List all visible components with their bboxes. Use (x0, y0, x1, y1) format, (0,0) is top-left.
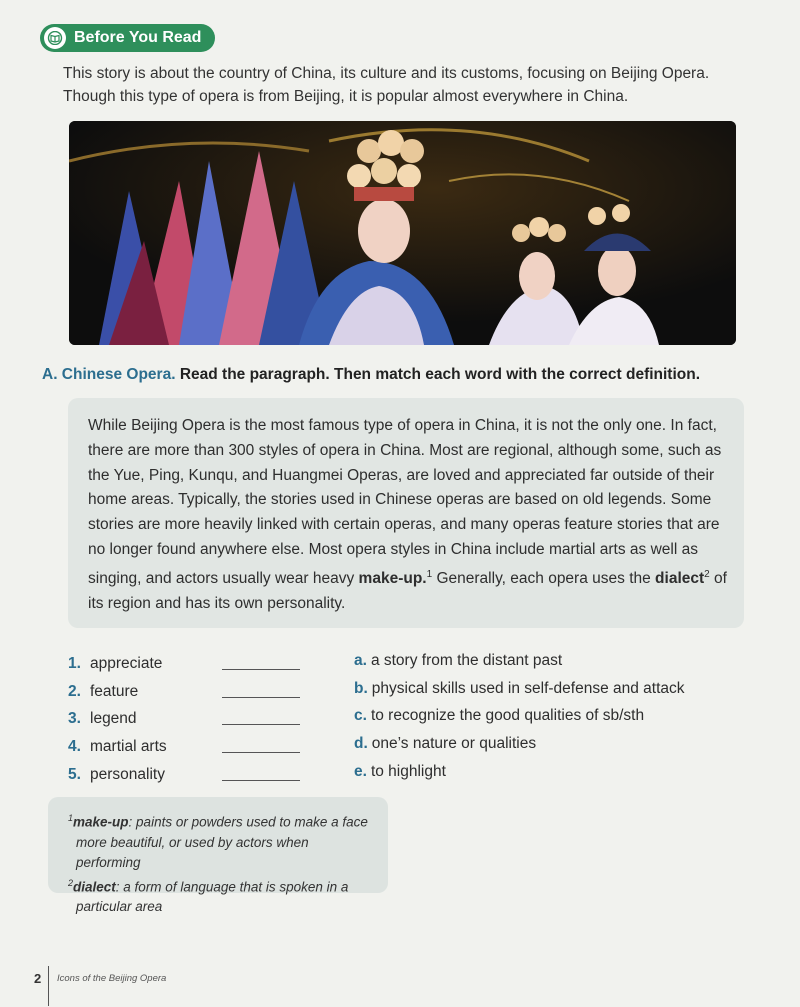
before-you-read-badge (40, 24, 215, 52)
answer-blank[interactable] (222, 713, 300, 725)
definition-letter: e. (354, 763, 367, 781)
definition-row (354, 647, 685, 675)
word-row (68, 706, 300, 734)
definition-row (354, 758, 685, 786)
intro-text (63, 62, 773, 108)
definition-text: physical skills used in self-defense and attack (371, 679, 685, 697)
word-row (68, 678, 300, 706)
definition-text: to highlight (370, 763, 446, 781)
footnote-1-continued: more beautiful, or used by actors when performing (76, 834, 309, 870)
definition-letter: d. (354, 735, 368, 753)
footnotes (68, 808, 373, 917)
footnote-2-term: dialect (73, 879, 116, 894)
footnote-1 (68, 808, 373, 833)
footnote-2-text: : a form of language that is spoken in a (115, 879, 349, 894)
word-text: feature (90, 682, 139, 700)
word-text: legend (90, 710, 137, 728)
term-dialect: dialect (655, 569, 705, 587)
answer-blank[interactable] (222, 741, 300, 753)
term-make-up: make-up. (358, 569, 427, 587)
footnote-ref-1: 1 (426, 568, 433, 580)
footnote-2 (68, 873, 373, 898)
reading-paragraph (88, 414, 728, 617)
word-row (68, 761, 300, 789)
book-icon (44, 27, 66, 49)
definition-letter: b. (354, 679, 368, 697)
definition-row (354, 730, 685, 758)
footnote-1-term: make-up (73, 814, 129, 830)
definition-text: a story from the distant past (370, 651, 563, 669)
word-text: martial arts (90, 738, 167, 756)
footer-divider (48, 966, 49, 1006)
definition-list (354, 647, 685, 786)
word-row (68, 733, 300, 761)
footnote-1-text: : paints or powders used to make a face (128, 814, 368, 830)
word-number: 5. (68, 766, 81, 784)
definition-row (354, 703, 685, 731)
definition-text: to recognize the good qualities of sb/sth (370, 707, 645, 725)
word-text: personality (90, 766, 165, 784)
section-a-instruction: Read the paragraph. Then match each word with the correct definition. (179, 366, 701, 383)
definition-text: one’s nature or qualities (371, 735, 537, 753)
section-a-label: A. Chinese Opera. (42, 366, 176, 383)
badge-label: Before You Read (74, 29, 202, 46)
footnote-2-continued: particular area (76, 899, 163, 914)
footnote-1-number: 1 (68, 813, 74, 823)
answer-blank[interactable] (222, 658, 300, 670)
opera-performers-photo (69, 121, 736, 345)
paragraph-part-3: of its region and has its own personality. (88, 569, 727, 612)
definition-letter: c. (354, 707, 367, 725)
answer-blank[interactable] (222, 686, 300, 698)
definition-row (354, 675, 685, 703)
word-text: appreciate (90, 654, 163, 672)
page-number: 2 (34, 971, 42, 986)
paragraph-part-1: While Beijing Opera is the most famous type of opera in China, it is not the only one. In fact, there are more than 300 styles of opera in China. Most are regional, although some, such as the Yue, Ping, Kunqu, and Huangmei Operas, are loved and appreciated far outside of their home areas. Typically, the stories used in Chinese operas are based on old legends. Some stories are more heavily linked with certain operas, and many operas feature stories that are no longer found anywhere else. Most opera styles in China include martial arts as well as singing, and actors usually wear heavy (88, 417, 722, 587)
section-a-heading (42, 366, 762, 384)
word-number: 3. (68, 710, 81, 728)
footnote-ref-2: 2 (704, 568, 710, 580)
word-number: 1. (68, 654, 81, 672)
word-list (68, 650, 300, 789)
paragraph-part-2: Generally, each opera uses the (432, 569, 656, 587)
intro-line-1: This story is about the country of China, its culture and its customs, focusing on Beijing Opera. (63, 65, 710, 82)
word-number: 2. (68, 682, 81, 700)
answer-blank[interactable] (222, 769, 300, 781)
definition-letter: a. (354, 651, 367, 669)
footnote-2-number: 2 (68, 877, 74, 888)
word-number: 4. (68, 738, 81, 756)
intro-line-2: Though this type of opera is from Beijing, it is popular almost everywhere in China. (63, 88, 629, 105)
running-title: Icons of the Beijing Opera (57, 973, 167, 984)
word-row (68, 650, 300, 678)
